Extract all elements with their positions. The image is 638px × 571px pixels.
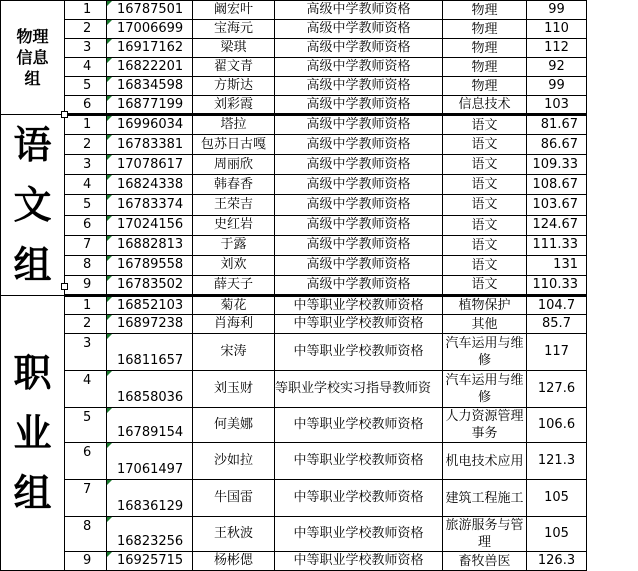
score[interactable]: 86.67	[527, 135, 587, 155]
row-number[interactable]: 8	[65, 255, 107, 275]
row-number[interactable]: 2	[65, 315, 107, 334]
exam-number[interactable]: 17078617	[107, 155, 193, 175]
row-number[interactable]: 5	[65, 195, 107, 215]
subject[interactable]: 物理	[443, 39, 527, 58]
score[interactable]: 117	[527, 334, 587, 371]
subject[interactable]: 物理	[443, 20, 527, 39]
candidate-name[interactable]: 薛天子	[193, 275, 275, 295]
subject[interactable]: 语文	[443, 235, 527, 255]
exam-number[interactable]: 16787501	[107, 1, 193, 20]
score[interactable]: 127.6	[527, 371, 587, 408]
qualification[interactable]: 中等职业学校教师资格	[275, 408, 443, 443]
table-row	[1, 275, 587, 295]
row-number[interactable]: 2	[65, 20, 107, 39]
score[interactable]: 106.6	[527, 408, 587, 443]
table-row	[1, 296, 587, 315]
subject[interactable]: 植物保护	[443, 296, 527, 315]
score[interactable]: 105	[527, 517, 587, 552]
subject[interactable]: 其他	[443, 315, 527, 334]
score[interactable]: 81.67	[527, 115, 587, 135]
exam-number[interactable]: 16811657	[107, 334, 193, 371]
exam-number[interactable]: 16917162	[107, 39, 193, 58]
qualification[interactable]: 高级中学教师资格	[275, 195, 443, 215]
qualification[interactable]: 中等职业学校教师资格	[275, 517, 443, 552]
qualification[interactable]: 中等职业学校教师资格	[275, 296, 443, 315]
candidate-name[interactable]: 刘玉财	[193, 371, 275, 408]
qualification[interactable]: 中等职业学校教师资格	[275, 334, 443, 371]
row-number[interactable]: 3	[65, 155, 107, 175]
qualification[interactable]: 中等职业学校教师资格	[275, 480, 443, 517]
exam-number[interactable]: 16824338	[107, 175, 193, 195]
row-number[interactable]: 9	[65, 552, 107, 571]
subject[interactable]: 语文	[443, 175, 527, 195]
candidate-name[interactable]: 宋涛	[193, 334, 275, 371]
subject[interactable]: 信息技术	[443, 96, 527, 115]
score[interactable]: 103.67	[527, 195, 587, 215]
row-number[interactable]: 3	[65, 334, 107, 371]
row-number[interactable]: 2	[65, 135, 107, 155]
table-row	[1, 235, 587, 255]
table-row	[1, 195, 587, 215]
candidate-name[interactable]: 包苏日古嘎	[193, 135, 275, 155]
qualification[interactable]: 中等职业学校教师资格	[275, 443, 443, 480]
row-number[interactable]: 6	[65, 215, 107, 235]
score[interactable]: 85.7	[527, 315, 587, 334]
qualification[interactable]: 中等职业学校教师资格	[275, 552, 443, 571]
score[interactable]: 104.7	[527, 296, 587, 315]
qualification[interactable]: 等职业学校实习指导教师资	[275, 371, 443, 408]
qualification[interactable]: 高级中学教师资格	[275, 255, 443, 275]
qualification[interactable]: 高级中学教师资格	[275, 275, 443, 295]
qualification[interactable]: 高级中学教师资格	[275, 135, 443, 155]
row-number[interactable]: 4	[65, 371, 107, 408]
row-number[interactable]: 3	[65, 39, 107, 58]
qualification[interactable]: 高级中学教师资格	[275, 96, 443, 115]
group-label[interactable]: 语文组	[1, 115, 65, 296]
candidate-name[interactable]: 方斯达	[193, 77, 275, 96]
row-number[interactable]: 1	[65, 1, 107, 20]
selection-handle[interactable]	[61, 111, 68, 118]
qualification[interactable]: 高级中学教师资格	[275, 155, 443, 175]
subject[interactable]: 语文	[443, 135, 527, 155]
candidate-name[interactable]: 塔拉	[193, 115, 275, 135]
candidate-name[interactable]: 史红岩	[193, 215, 275, 235]
subject[interactable]: 语文	[443, 275, 527, 295]
qualification[interactable]: 高级中学教师资格	[275, 175, 443, 195]
table-row	[1, 480, 587, 517]
exam-number[interactable]: 17024156	[107, 215, 193, 235]
subject[interactable]: 畜牧兽医	[443, 552, 527, 571]
exam-number[interactable]: 16877199	[107, 96, 193, 115]
candidate-name[interactable]: 阚宏叶	[193, 1, 275, 20]
exam-number[interactable]: 16783502	[107, 275, 193, 295]
qualification[interactable]: 高级中学教师资格	[275, 215, 443, 235]
candidate-name[interactable]: 何美娜	[193, 408, 275, 443]
candidate-name[interactable]: 菊花	[193, 296, 275, 315]
candidate-name[interactable]: 杨彬偲	[193, 552, 275, 571]
score[interactable]: 105	[527, 480, 587, 517]
subject[interactable]: 语文	[443, 195, 527, 215]
score[interactable]: 121.3	[527, 443, 587, 480]
subject[interactable]: 语文	[443, 215, 527, 235]
table-row	[1, 552, 587, 571]
exam-number[interactable]: 16852103	[107, 296, 193, 315]
candidate-name[interactable]: 刘欢	[193, 255, 275, 275]
table-row	[1, 315, 587, 334]
table-row	[1, 135, 587, 155]
table-row	[1, 408, 587, 443]
row-number[interactable]: 7	[65, 235, 107, 255]
score[interactable]: 131	[527, 255, 587, 275]
table-row	[1, 39, 587, 58]
row-number[interactable]: 5	[65, 408, 107, 443]
exam-number[interactable]: 16996034	[107, 115, 193, 135]
score[interactable]: 110	[527, 20, 587, 39]
table-row	[1, 443, 587, 480]
selection-handle[interactable]	[61, 283, 68, 290]
table-row	[1, 334, 587, 371]
group-label[interactable]: 职业组	[1, 296, 65, 571]
candidate-name[interactable]: 翟文青	[193, 58, 275, 77]
score[interactable]: 99	[527, 77, 587, 96]
subject[interactable]: 物理	[443, 77, 527, 96]
subject[interactable]: 汽车运用与维修	[443, 371, 527, 408]
table-row	[1, 517, 587, 552]
candidate-name[interactable]: 沙如拉	[193, 443, 275, 480]
qualification[interactable]: 中等职业学校教师资格	[275, 315, 443, 334]
score[interactable]: 99	[527, 1, 587, 20]
exam-number[interactable]: 16836129	[107, 480, 193, 517]
candidate-name[interactable]: 宝海元	[193, 20, 275, 39]
qualification[interactable]: 高级中学教师资格	[275, 235, 443, 255]
exam-number[interactable]: 16882813	[107, 235, 193, 255]
score[interactable]: 108.67	[527, 175, 587, 195]
candidate-name[interactable]: 王秋波	[193, 517, 275, 552]
subject[interactable]: 物理	[443, 1, 527, 20]
candidate-name[interactable]: 于露	[193, 235, 275, 255]
candidate-name[interactable]: 刘彩霞	[193, 96, 275, 115]
row-number[interactable]: 7	[65, 480, 107, 517]
row-number[interactable]: 6	[65, 96, 107, 115]
table-row	[1, 96, 587, 115]
exam-number[interactable]: 16789154	[107, 408, 193, 443]
row-number[interactable]: 1	[65, 296, 107, 315]
score[interactable]: 124.67	[527, 215, 587, 235]
row-number[interactable]: 8	[65, 517, 107, 552]
exam-number[interactable]: 16783381	[107, 135, 193, 155]
table-row	[1, 155, 587, 175]
table-row	[1, 371, 587, 408]
table-row	[1, 115, 587, 135]
subject[interactable]: 人力资源管理事务	[443, 408, 527, 443]
subject[interactable]: 旅游服务与管理	[443, 517, 527, 552]
candidate-name[interactable]: 王荣吉	[193, 195, 275, 215]
table-row	[1, 58, 587, 77]
score[interactable]: 126.3	[527, 552, 587, 571]
table-row	[1, 215, 587, 235]
exam-number[interactable]: 16858036	[107, 371, 193, 408]
candidate-name[interactable]: 肖海利	[193, 315, 275, 334]
exam-number[interactable]: 17006699	[107, 20, 193, 39]
table-row	[1, 77, 587, 96]
qualification[interactable]: 高级中学教师资格	[275, 77, 443, 96]
table-row	[1, 175, 587, 195]
qualification[interactable]: 高级中学教师资格	[275, 39, 443, 58]
score[interactable]: 109.33	[527, 155, 587, 175]
exam-number[interactable]: 16823256	[107, 517, 193, 552]
candidate-name[interactable]: 梁琪	[193, 39, 275, 58]
row-number[interactable]: 4	[65, 58, 107, 77]
candidate-name[interactable]: 牛国雷	[193, 480, 275, 517]
subject[interactable]: 语文	[443, 115, 527, 135]
subject[interactable]: 物理	[443, 58, 527, 77]
score[interactable]: 110.33	[527, 275, 587, 295]
qualification[interactable]: 高级中学教师资格	[275, 1, 443, 20]
score[interactable]: 112	[527, 39, 587, 58]
candidate-name[interactable]: 周丽欣	[193, 155, 275, 175]
subject[interactable]: 汽车运用与维修	[443, 334, 527, 371]
table-row	[1, 20, 587, 39]
exam-number[interactable]: 16834598	[107, 77, 193, 96]
score[interactable]: 103	[527, 96, 587, 115]
row-number[interactable]: 6	[65, 443, 107, 480]
score[interactable]: 92	[527, 58, 587, 77]
table-row	[1, 1, 587, 20]
score[interactable]: 111.33	[527, 235, 587, 255]
subject[interactable]: 建筑工程施工	[443, 480, 527, 517]
candidate-name[interactable]: 韩春香	[193, 175, 275, 195]
exam-number[interactable]: 16822201	[107, 58, 193, 77]
table-row	[1, 255, 587, 275]
qualification[interactable]: 高级中学教师资格	[275, 20, 443, 39]
subject[interactable]: 语文	[443, 255, 527, 275]
exam-number[interactable]: 16925715	[107, 552, 193, 571]
row-number[interactable]: 4	[65, 175, 107, 195]
row-number[interactable]: 9	[65, 275, 107, 295]
subject[interactable]: 机电技术应用	[443, 443, 527, 480]
exam-number[interactable]: 17061497	[107, 443, 193, 480]
row-number[interactable]: 1	[65, 115, 107, 135]
subject[interactable]: 语文	[443, 155, 527, 175]
group-label[interactable]: 物理信息组	[1, 1, 65, 115]
qualification[interactable]: 高级中学教师资格	[275, 58, 443, 77]
qualification[interactable]: 高级中学教师资格	[275, 115, 443, 135]
exam-number[interactable]: 16897238	[107, 315, 193, 334]
row-number[interactable]: 5	[65, 77, 107, 96]
exam-number[interactable]: 16783374	[107, 195, 193, 215]
exam-number[interactable]: 16789558	[107, 255, 193, 275]
